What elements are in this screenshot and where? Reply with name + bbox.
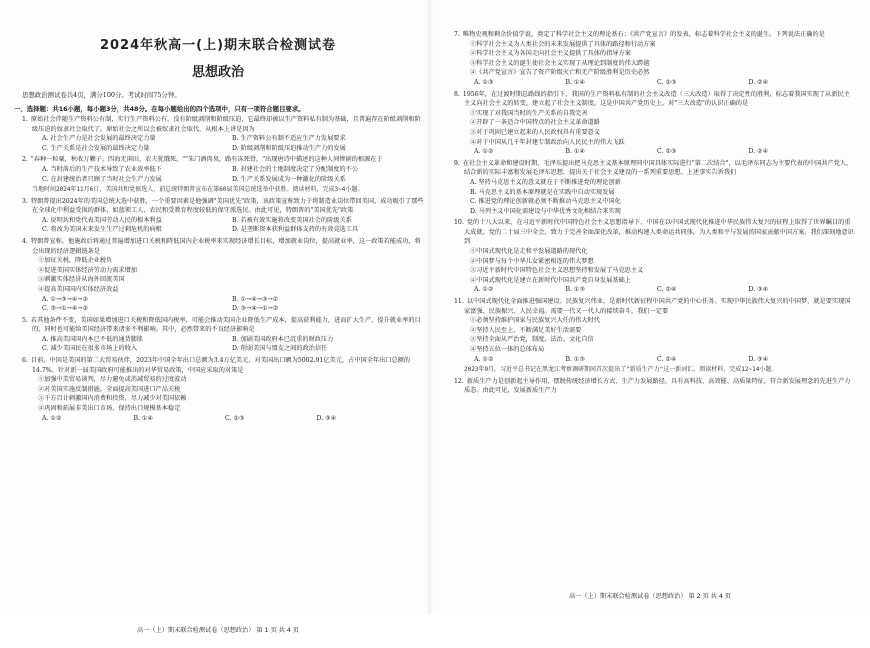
question xyxy=(22,316,424,335)
question xyxy=(454,218,856,247)
answer-option: C. ②③ xyxy=(657,148,677,156)
answer-option: A. ①② xyxy=(474,286,494,294)
question-text: 原始社会伴随生产资料公有制，实行生产资料公有，没有阶级剥削和阶级压迫，它最终却被以生产资料私有制为基础，且普遍存在阶级剥削和阶级压迫的奴隶社会取代了。原始社会之所以会被奴隶社会取代，从根本上讲是因为 xyxy=(30,116,421,133)
question-text: 在社会主义革命和建设时期，毛泽东提出把马克思主义基本原理同中国具体实际进行"第二次结合"，以毛泽东同志为主要代表的中国共产党人，结合新的实际丰富和发展毛泽东思想，提出关于社会主义建设的一系列重要思想。上述事实告诉我们 xyxy=(462,159,853,177)
question-number: 1. xyxy=(22,116,28,123)
answer-option: A. 当时落后的生产技术导致了农业效率低下 xyxy=(42,165,162,173)
section-heading: 一、选择题：共16小题，每小题3分，共48分。在每小题给出的四个选项中，只有一项符合题目要求。 xyxy=(14,105,305,113)
answer-option: C. ③→①→④→② xyxy=(42,305,89,313)
answer-option: A. 推高美国国内本已不低的通货膨胀 xyxy=(42,335,144,343)
question-text: 特朗普宣称，他施政后将通过普遍增加进口关税和降低国内企业税率来实现经济增长目标，增加就业岗位，提高就业率，这一政策若能成功，将会出现的经济逻辑链条是 xyxy=(30,237,421,255)
answer-option: B. 加剧美国政府本已沉重的财政压力 xyxy=(232,335,334,343)
statement-item: B. 马克思主义的基本原理就是在实践中自动实现发展 xyxy=(470,188,615,196)
question-text: 特朗普提出2024年的美国总统大选中获胜，一个重要因素是他强调"美国优先"政策，该政策宣称致力于将制造业岗位带回美国，成功吸引了那些在全球化中利益受损的群体，如蓝领工人、农民和受教育程度较低的保守派选民。由此可见，特朗普的"美国优先"政策 xyxy=(30,197,424,215)
answer-option: D. 生产关系发展成为一种激化的阶级关系 xyxy=(232,175,346,183)
statement-list xyxy=(470,109,860,147)
statement-item: ①必须坚持维护国家与民族复兴大任的伟大时代 xyxy=(470,317,600,325)
question xyxy=(22,356,424,375)
statement-item: ②中国梦与每个中华儿女紧密相连的伟大梦想 xyxy=(470,257,594,265)
question xyxy=(22,197,424,216)
statement-item: ②开辟了一条适合中国特点的社会主义革命道路 xyxy=(470,119,600,127)
page-fold xyxy=(428,0,434,614)
answer-option: A. ①② xyxy=(474,148,494,156)
question-number: 4. xyxy=(22,237,28,245)
question-number: 6. xyxy=(22,357,28,365)
question-number: 11. xyxy=(454,298,464,306)
answer-option: A. ①② xyxy=(474,355,494,363)
statement-item: ④坚持五位一体的总体布局 xyxy=(470,346,545,353)
statement-item: ②促进美国实体经济劳动力需求增加 xyxy=(38,266,137,274)
answer-options xyxy=(42,414,408,424)
question xyxy=(22,115,424,134)
answer-option: B. 封建社会的土地制度决定了分配制度的不公 xyxy=(232,165,359,173)
statement-item: ③科学社会主义的诞生使社会主义实现了从理论到制度的伟大跨越 xyxy=(470,59,650,67)
question-text: 目前，中国是美国的第二大贸易伙伴，2023年中国全年出口总额为3.4万亿美元，对美国出口额为5002.91亿美元，占中国全年出口总额的14.7%。针对新一届美国政府可能推出的对华贸易政策，中国应采取的对策是 xyxy=(30,357,411,374)
answer-option: C. ②③ xyxy=(657,78,677,86)
statement-item: ④巩固和拓展非美出口市场，保持出口规模基本稳定 xyxy=(38,405,181,413)
answer-option: B. 若被有效实施将改变美国社会的阶级关系 xyxy=(232,216,352,224)
question-number: 10. xyxy=(454,219,464,227)
answer-option: D. ③→④→①→② xyxy=(232,305,279,313)
answer-option: A. ①③ xyxy=(474,78,494,86)
left-question-list xyxy=(8,115,428,423)
statement-list xyxy=(470,247,860,285)
answer-option: C. ②④ xyxy=(657,286,677,294)
statement-item: ④提高美国国内实体经济效益 xyxy=(38,285,119,293)
answer-options xyxy=(42,335,422,354)
question xyxy=(22,155,424,165)
question-text: 新质生产力是创新起主导作用，摆脱传统经济增长方式、生产力发展路径，具有高科技、高效能、高质量特征，符合新发展理念的先进生产力质态。由此可见，发展新质生产力 xyxy=(464,377,851,395)
statement-item: ④对于中国从几千年封建专制政治向人民民主的伟大飞跃 xyxy=(470,138,625,146)
statement-item: ②对美国实施反制措施，全面提高美国进口产品关税 xyxy=(38,385,181,393)
statement-item: ③坚持全面从严治党，制度、法治、文化自信 xyxy=(470,336,594,344)
statement-item: ①中国式现代化是走和平发展道路的现代化 xyxy=(470,248,588,256)
statement-list xyxy=(38,375,428,413)
answer-option: B. ①④ xyxy=(565,78,586,86)
statement-item: ①加征关税，降低企业税负 xyxy=(38,257,113,265)
statement-item: ④中国式现代化是建立在新时代中国共产党自身发展基础上 xyxy=(470,276,631,284)
question-number: 8. xyxy=(454,90,460,98)
answer-option: D. 是垄断资本获利益群体支持的有效竞选工具 xyxy=(232,226,359,234)
question xyxy=(454,297,856,316)
page-footer-1: 高一（上）期末联合检测试卷（思想政治） 第 1 页 共 4 页 xyxy=(137,627,299,634)
answer-options xyxy=(474,355,840,365)
answer-options xyxy=(474,285,840,295)
answer-option: A. 社会生产力是社会发展的最终决定力量 xyxy=(42,135,156,143)
answer-option: B. ①→④→③→② xyxy=(232,295,279,303)
answer-option: C. 在封建统治者只顾了当时社会生产力发展 xyxy=(42,175,162,183)
question-text: 党的十八大以来，在习近平新时代中国特色社会主义思想指导下，中国在以中国式现代化推进中华民族伟大复兴的征程上取得了世界瞩目的重大成就。党的二十届三中全会，致力于完善全面深化改革，推动构建人类命运共同体，为人类和平与发展的国家贡献中国方案。我们深刻地意识到 xyxy=(464,219,854,246)
question-text: 若其他条件不变，美国如果增加进口关税和降低国内税率，可能会推动美国企业降低生产成本，提高获利能力，进而扩大生产，提升就业率的目的，同时也可能给美国经济带来诸多不利影响。其中，必然带来的不良经济影响是 xyxy=(30,316,421,334)
answer-option: A. 说明共和党代表美国劳动人民的根本利益 xyxy=(42,216,162,224)
statement-item: D. 马列主义中国化需建设与中华优秀文化相结合来实现 xyxy=(470,207,621,215)
question-number: 2. xyxy=(22,156,28,164)
question xyxy=(454,377,856,396)
question-text: 唯物史观和剩余价值学说，奠定了科学社会主义的理论基石；《共产党宣言》的发表，标志着科学社会主义的诞生。下列说法正确的是 xyxy=(462,31,825,38)
question-text: 以中国式现代化全面推进强国建设、民族复兴伟业，是新时代新征程中国共产党的中心任务。实现中华民族伟大复兴的中国梦，就是要实现国家富强、民族振兴、人民幸福。需要一代又一代人的接续奋斗，我们一定要 xyxy=(464,298,851,315)
answer-option: D. ③④ xyxy=(316,414,337,422)
answer-option: C. ②③ xyxy=(225,414,245,422)
question xyxy=(22,237,424,256)
statement-item: ②科学社会主义为各国走向社会主义提供了具体的指导方案 xyxy=(470,50,631,58)
answer-options xyxy=(474,147,840,157)
material-note: 当地时间2024年11月6日，美国共和党候选人、前总统特朗普宣布在第60届美国总统选举中获胜。阅读材料，完成3~4小题。 xyxy=(32,186,364,194)
answer-option: C. ②④ xyxy=(657,355,677,363)
question-number: 9. xyxy=(454,159,460,167)
statement-item: ①实现了对我国当时的生产关系的自我完善 xyxy=(470,109,588,117)
answer-option: B. ①④ xyxy=(133,414,154,422)
exam-title: 2024年秋高一(上)期末联合检测试卷 xyxy=(99,38,337,53)
question-number: 3. xyxy=(22,197,28,205)
answer-option: B. ①③ xyxy=(565,355,586,363)
answer-option: A. ①② xyxy=(42,414,62,422)
question xyxy=(454,159,856,178)
answer-options xyxy=(42,134,422,153)
answer-option: D. ②④ xyxy=(748,78,769,86)
material-note: 2023年9月，习近平总书记在黑龙江考察调研期间首次提出了"新质生产力"这一新词汇。阅读材料，完成12~14小题。 xyxy=(464,366,778,374)
question-text: 1956年，在过渡时期总路线的指引下，我国的生产资料私有制的社会主义改造（三大改造）取得了决定性的胜利，标志着我国实现了从新民主主义向社会主义的转变，建立起了社会主义制度。这是中国共产党历史上，对"三大改造"的认识正确的是 xyxy=(462,90,850,108)
right-question-list xyxy=(440,30,860,396)
exam-subject: 思想政治 xyxy=(191,65,244,80)
statement-list xyxy=(470,316,860,354)
question-number: 7. xyxy=(454,31,460,38)
page-footer-2: 高一（上）期末联合检测试卷（思想政治） 第 2 页 共 4 页 xyxy=(569,593,731,600)
answer-option: C. 将改为美国未来发生生产过剩危机的病根 xyxy=(42,226,162,234)
statement-item: ③刺激实体经济从海外回流美国 xyxy=(38,276,125,284)
answer-option: B. ①③ xyxy=(565,286,586,294)
statement-item: ③对于巩固已建立起来的人民政权具有重要意义 xyxy=(470,128,600,136)
answer-option: B. ①④ xyxy=(565,148,586,156)
answer-options xyxy=(474,78,840,88)
right-column xyxy=(440,0,860,614)
answer-option: D. 削弱美国与盟友之间的政治信任 xyxy=(232,345,328,353)
statement-item: ④《共产党宣言》宣告了资产阶级灭亡和无产阶级胜利是历史必然 xyxy=(470,69,650,77)
answer-option: A. ①→③→④→② xyxy=(42,295,89,303)
answer-option: D. ②④ xyxy=(748,148,769,156)
answer-option: C. 生产关系是社会发展的最终决定力量 xyxy=(42,144,150,152)
answer-options xyxy=(42,165,422,184)
statement-item: ②坚持人民至上，不断满足美好生活需要 xyxy=(470,326,582,334)
statement-item: ③千方百计刺激国内消费和投资，尽力减少对美国依赖 xyxy=(38,395,187,403)
question-text: "春种一粒粟，秋收万颗子。四海无闲田，农夫犹饿死。""朱门酒肉臭，路有冻死骨。"出现唐诗中描述的这种人间惨剧的根源在于 xyxy=(30,156,383,164)
statement-list xyxy=(470,40,860,78)
statement-item: ③习近平新时代中国特色社会主义思想坚持和发展了马克思主义 xyxy=(470,267,644,275)
statement-item: ①科学社会主义为人类社会的未来发展提供了具体的路径和行动方案 xyxy=(470,40,656,48)
statement-item: A. 坚持马克思主义的意义就在于不断推进党的理论创新 xyxy=(470,178,621,186)
exam-intro: 思想政治测试卷共4页，满分100分。考试时间75分钟。 xyxy=(22,91,181,99)
answer-option: D. ③④ xyxy=(748,286,769,294)
question-number: 5. xyxy=(22,316,28,324)
question-number: 12. xyxy=(454,377,464,385)
question xyxy=(454,30,856,40)
answer-option: D. 阶级剥削和阶级压迫推动生产力的发展 xyxy=(232,144,346,152)
question xyxy=(454,90,856,109)
answer-options xyxy=(42,216,422,235)
statement-item: C. 推进党的理论创新就必须不断推动马克思主义中国化 xyxy=(470,198,621,206)
statement-item: ①加强中美贸易谈判，尽力避免或消减贸易的过度波动 xyxy=(38,376,187,384)
answer-option: D. ③④ xyxy=(748,355,769,363)
statement-list xyxy=(470,178,860,216)
answer-option: B. 生产资料公有制不适应生产力发展要求 xyxy=(232,135,346,143)
statement-list xyxy=(38,256,428,294)
answer-options xyxy=(42,295,422,314)
left-column xyxy=(8,0,428,634)
answer-option: C. 减少美国民在很多市场上的收入 xyxy=(42,345,138,353)
